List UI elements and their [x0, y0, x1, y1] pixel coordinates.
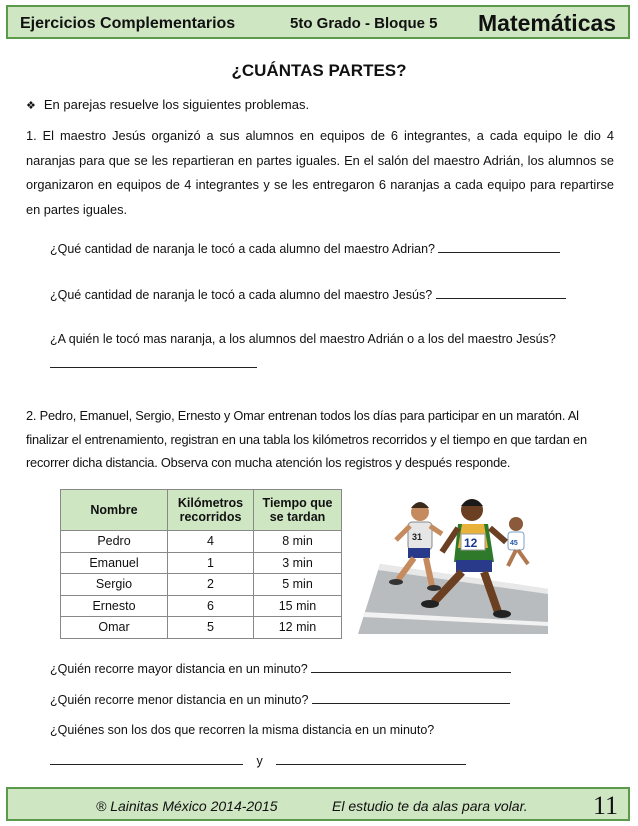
diamond-bullet-icon: ❖: [26, 100, 36, 112]
problem-1-question-1: [50, 241, 560, 256]
table-cell: Ernesto: [61, 595, 168, 617]
table-row: [61, 552, 342, 574]
problem-2-question-3: [50, 723, 434, 737]
page-number: 11: [592, 791, 618, 820]
answer-blank-second[interactable]: [276, 753, 466, 765]
table-row: [61, 574, 342, 596]
table-cell: 15 min: [254, 595, 342, 617]
page-title: ¿CUÁNTAS PARTES?: [231, 61, 407, 80]
problem-2-text: 2. Pedro, Emanuel, Sergio, Ernesto y Omar entrenan todos los días para participar en un maratón. Al finalizar el entrenamiento, registran en una tabla los kilómetros recorridos y el tiempo en que tardan en recorrer dicha distancia. Observa con mucha atención los registros y después responde.: [26, 408, 587, 470]
footer-slogan: El estudio te da alas para volar.: [332, 798, 528, 814]
runner-number: 31: [412, 532, 423, 542]
answer-blank-first[interactable]: [50, 753, 243, 765]
answer-blank[interactable]: [50, 356, 257, 368]
table-row: [61, 595, 342, 617]
problem-1-question-3: [50, 332, 556, 346]
table-cell: 12 min: [254, 617, 342, 639]
table-cell: Sergio: [61, 574, 168, 596]
answer-blank[interactable]: [311, 661, 511, 673]
instruction-text: En parejas resuelve los siguientes problemas.: [43, 97, 310, 112]
runner-number: 12: [464, 536, 478, 550]
table-cell: 2: [168, 574, 254, 596]
answer-blank[interactable]: [436, 287, 566, 299]
runners-illustration: [358, 494, 548, 634]
footer-copyright: ® Lainitas México 2014-2015: [96, 798, 278, 814]
table-cell: 5 min: [254, 574, 342, 596]
table-cell: 1: [168, 552, 254, 574]
instruction: [26, 97, 309, 112]
column-header: Kilómetros recorridos: [168, 490, 254, 531]
table-header-row: [61, 490, 342, 531]
table-cell: Emanuel: [61, 552, 168, 574]
connector-text: y: [256, 754, 263, 768]
runner-number: 45: [510, 540, 518, 547]
problem-1-text: 1. El maestro Jesús organizó a sus alumnos en equipos de 6 integrantes, a cada equipo le dio 4 naranjas para que se les repartieran en partes iguales. En el salón del maestro Adrián, los alumnos se organizaron en equipos de 4 integrantes y se les entregaron 6 naranjas a cada equipo para repartirse en partes iguales.: [26, 128, 614, 217]
question-text: ¿Qué cantidad de naranja le tocó a cada alumno del maestro Jesús?: [50, 288, 433, 302]
table-cell: 6: [168, 595, 254, 617]
footer-bar: [6, 787, 630, 821]
question-text: ¿A quién le tocó mas naranja, a los alumnos del maestro Adrián o a los del maestro Jesús?: [50, 332, 556, 346]
runner-45-icon: [508, 517, 528, 566]
question-text: ¿Quiénes son los dos que recorren la misma distancia en un minuto?: [50, 723, 435, 737]
table-cell: Pedro: [61, 531, 168, 553]
answer-blank[interactable]: [312, 692, 510, 704]
table-cell: 8 min: [254, 531, 342, 553]
question-text: ¿Qué cantidad de naranja le tocó a cada alumno del maestro Adrian?: [50, 242, 435, 256]
table-row: [61, 531, 342, 553]
header-bar: [6, 5, 630, 39]
table-cell: 3 min: [254, 552, 342, 574]
table-cell: Omar: [61, 617, 168, 639]
question-text: ¿Quién recorre menor distancia en un minuto?: [50, 693, 309, 707]
table-row: [61, 617, 342, 639]
header-left-text: Ejercicios Complementarios: [20, 15, 236, 32]
problem-2-question-2: [50, 692, 510, 707]
column-header: Nombre: [61, 490, 168, 531]
problem-1-question-2: [50, 287, 566, 302]
answer-blank[interactable]: [438, 241, 560, 253]
table-cell: 4: [168, 531, 254, 553]
runners-table: [60, 489, 342, 639]
question-text: ¿Quién recorre mayor distancia en un minuto?: [50, 662, 308, 676]
problem-2-question-1: [50, 661, 511, 676]
column-header: Tiempo que se tardan: [254, 490, 342, 531]
table-cell: 5: [168, 617, 254, 639]
header-subject: Matemáticas: [478, 10, 617, 36]
header-middle-text: 5to Grado - Bloque 5: [290, 15, 438, 32]
problem-2-answer-line: [50, 753, 466, 768]
problem-1-answer-line: [50, 356, 257, 371]
